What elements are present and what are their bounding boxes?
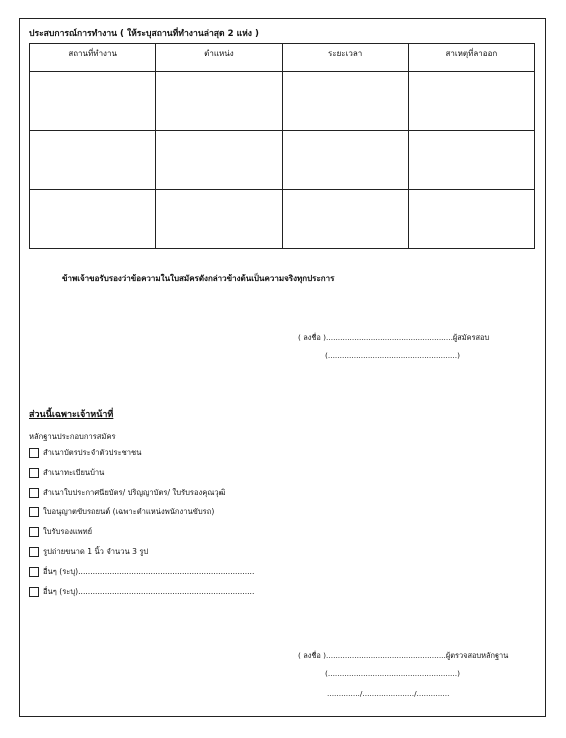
checklist-label: สำเนาทะเบียนบ้าน <box>43 467 105 477</box>
checklist-item <box>29 566 254 586</box>
column-header-duration: ระยะเวลา <box>282 44 408 72</box>
checklist-label: รูปถ่ายขนาด 1 นิ้ว จำนวน 3 รูป <box>43 546 149 556</box>
applicant-signature-line: ( ลงชื่อ )......................................................ผู้สมัครสอบ <box>298 333 490 342</box>
table-cell[interactable] <box>30 190 156 249</box>
table-cell[interactable] <box>156 72 282 131</box>
applicant-name-line: (.......................................................) <box>325 351 460 360</box>
checklist-item <box>29 526 254 546</box>
table-row <box>30 131 535 190</box>
table-row <box>30 190 535 249</box>
table-cell[interactable] <box>282 72 408 131</box>
checkbox[interactable] <box>29 507 39 517</box>
checklist-label: สำเนาบัตรประจำตัวประชาชน <box>43 448 142 457</box>
table-cell[interactable] <box>408 190 534 249</box>
checklist-item <box>29 506 254 526</box>
checklist-label: สำเนาใบประกาศนียบัตร/ ปริญญาบัตร/ ใบรับรองคุณวุฒิ <box>43 487 226 497</box>
checkbox[interactable] <box>29 567 39 577</box>
verifier-signature-line: ( ลงชื่อ )...................................................ผู้ตรวจสอบหลักฐาน <box>298 651 509 660</box>
table-cell[interactable] <box>408 131 534 190</box>
work-experience-table <box>29 43 535 249</box>
declaration-text: ข้าพเจ้าขอรับรองว่าข้อความในใบสมัครดังกล่าวข้างต้นเป็นความจริงทุกประการ <box>62 274 335 283</box>
checkbox[interactable] <box>29 527 39 537</box>
checkbox[interactable] <box>29 448 39 458</box>
column-header-workplace: สถานที่ทำงาน <box>30 44 156 72</box>
checkbox[interactable] <box>29 468 39 478</box>
checkbox[interactable] <box>29 547 39 557</box>
table-row <box>30 72 535 131</box>
checkbox[interactable] <box>29 488 39 498</box>
checklist-item <box>29 447 254 467</box>
column-header-reason-for-leaving: สาเหตุที่ลาออก <box>408 44 534 72</box>
checklist-label: อื่นๆ (ระบุ)......................................................................... <box>43 586 255 596</box>
checklist-item <box>29 467 254 487</box>
table-cell[interactable] <box>282 190 408 249</box>
checklist-label: อื่นๆ (ระบุ)......................................................................... <box>43 566 255 576</box>
evidence-checklist <box>29 447 254 605</box>
verifier-date-line: ............../....................../.............. <box>327 689 450 698</box>
table-cell[interactable] <box>282 131 408 190</box>
table-cell[interactable] <box>156 190 282 249</box>
checklist-label: ใบอนุญาตขับรถยนต์ (เฉพาะตำแหน่งพนักงานขับรถ) <box>43 507 215 517</box>
officer-section-heading: ส่วนนี้เฉพาะเจ้าหน้าที่ <box>29 410 114 420</box>
checkbox[interactable] <box>29 587 39 597</box>
checklist-label: ใบรับรองแพทย์ <box>43 527 93 537</box>
table-cell[interactable] <box>408 72 534 131</box>
table-cell[interactable] <box>30 72 156 131</box>
table-cell[interactable] <box>156 131 282 190</box>
verifier-name-line: (.......................................................) <box>325 669 460 678</box>
column-header-position: ตำแหน่ง <box>156 44 282 72</box>
table-cell[interactable] <box>30 131 156 190</box>
evidence-heading: หลักฐานประกอบการสมัคร <box>29 432 116 441</box>
checklist-item <box>29 586 254 606</box>
work-experience-title: ประสบการณ์การทำงาน ( ให้ระบุสถานที่ทำงานล่าสุด 2 แห่ง ) <box>29 29 259 39</box>
table-header-row <box>30 44 535 72</box>
checklist-item <box>29 546 254 566</box>
checklist-item <box>29 487 254 507</box>
